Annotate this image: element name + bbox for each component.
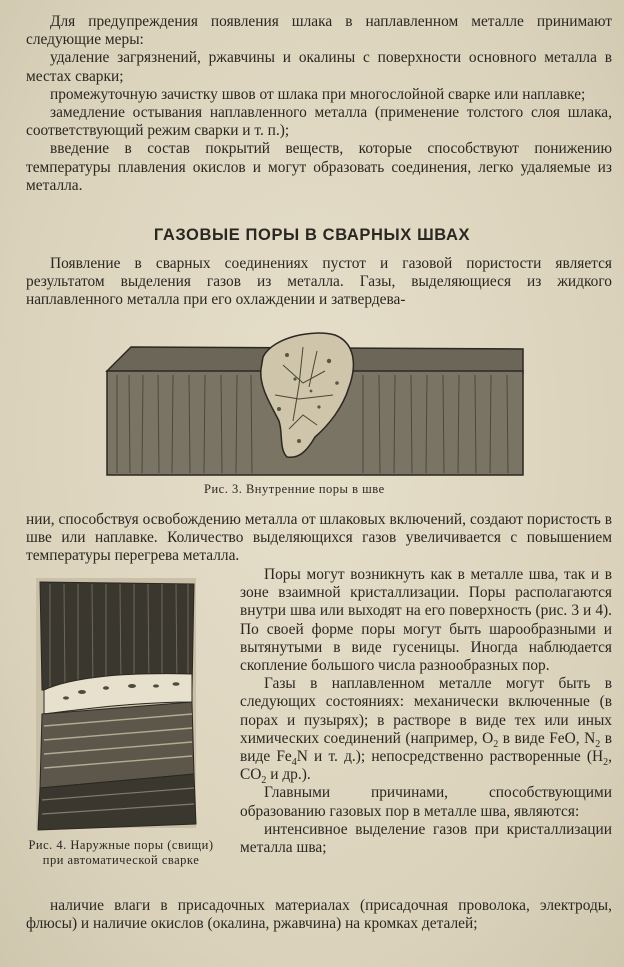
paragraph: Для предупреждения появления шлака в наплавленном металле принимают следующие меры: [26,13,612,49]
pores-paragraph: Поры могут возникнуть как в металле шва, так и в зоне взаимной кристаллизации. Поры располагаются внутри шва или выходят на его поверхность (рис. 3 и 4). По своей форме поры могут быть шарообразными и вытянутыми в виде гусеницы. Иногда наблюдается скопление большого числа разнообразных пор. [240,566,612,675]
list-item: введение в состав покрытий веществ, которые способствуют понижению температуры плавления окислов и могут образовать соединения, легко удаляемые из металла. [26,140,612,194]
figure-4-caption: Рис. 4. Наружные поры (свищи) при автоматической сварке [28,838,214,867]
intro-paragraph: Появление в сварных соединениях пустот и газовой пористости является результатом выделения газов из металла. Газы, выделяющиеся из жидкого наплавленного металла при его охлаждении и затвердева- [26,255,612,309]
intro-paragraph-block [26,255,612,310]
list-item: замедление остывания наплавленного металла (применение толстого слоя шлака, соответствующий режим сварки и т. п.); [26,104,612,140]
figure-3-internal-pores-image [103,325,527,477]
right-column-text [240,566,612,857]
figure-4-external-pores-image [30,574,208,836]
list-item: наличие влаги в присадочных материалах (присадочная проволока, электроды, флюсы) и наличие окислов (окалина, ржавчина) на кромках деталей; [26,897,612,933]
figure-3-caption: Рис. 3. Внутренние поры в шве [204,482,385,496]
continuation-paragraph-block [26,511,612,566]
continuation-paragraph: нии, способствуя освобождению металла от шлаковых включений, создают пористость в шве или наплавке. Количество выделяющихся газов увеличивается с повышением температуры перегрева металла. [26,511,612,565]
list-item: промежуточную зачистку швов от шлака при многослойной сварке или наплавке; [50,85,586,103]
list-item: интенсивное выделение газов при кристаллизации металла шва; [240,820,612,857]
list-item: удаление загрязнений, ржавчины и окалины с поверхности основного металла в местах сварки; [26,49,612,85]
causes-paragraph: Главными причинами, способствующими образованию газовых пор в металле шва, являются: [240,784,612,820]
gas-states-paragraph: Газы в наплавленном металле могут быть в следующих состояниях: механически включенные (в порах и пузырях); в растворе в виде тех или иных химических соединений (например, $O_2$ в виде FeO, $N_2$ в виде $Fe_4N$ и т. д.); непосредственно растворенные ($H_2$, $CO_2$ и др.). [240,675,613,787]
section-heading: ГАЗОВЫЕ ПОРЫ В СВАРНЫХ ШВАХ [153,226,471,244]
slag-prevention-section [26,13,612,195]
final-paragraph-block [26,897,612,933]
